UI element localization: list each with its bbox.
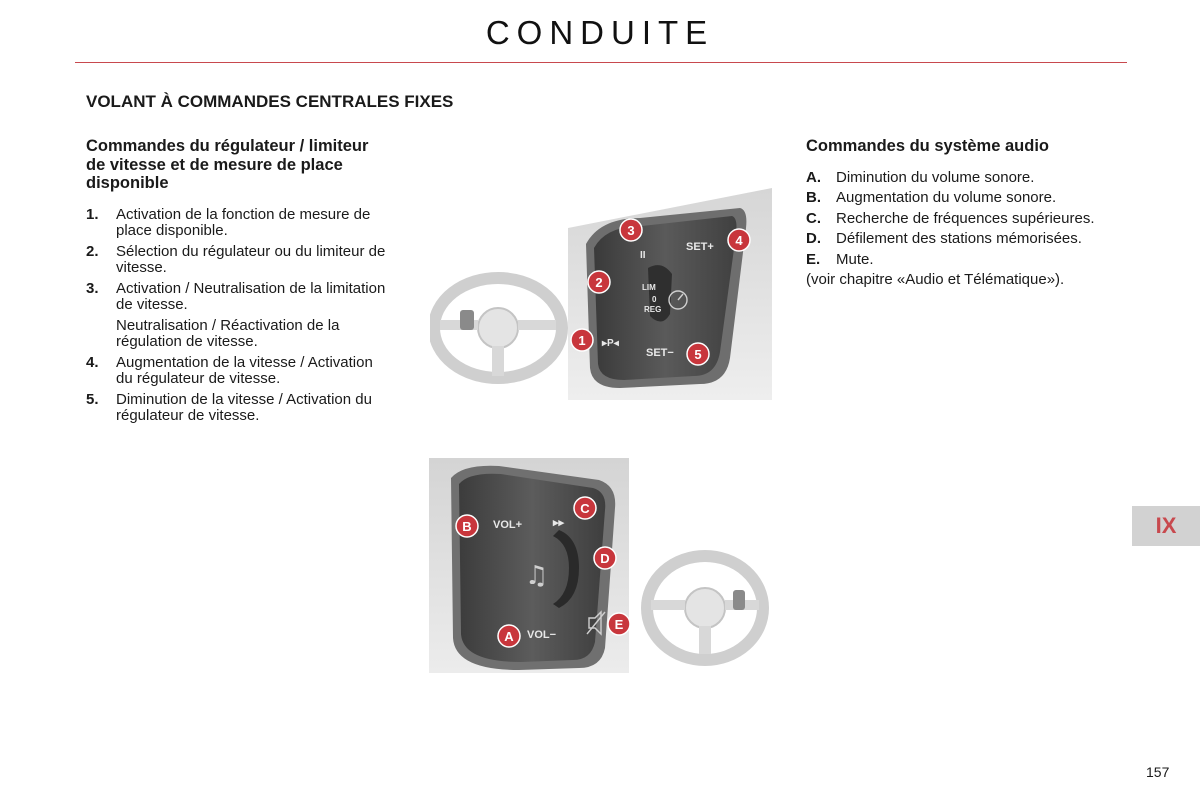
set-plus-label: SET+: [686, 241, 714, 253]
cruise-control-illustration: [430, 188, 772, 400]
reg-label: REG: [644, 305, 662, 314]
zero-label: 0: [652, 295, 657, 304]
item-text: Mute.: [836, 250, 874, 268]
steering-wheel-thumbnail: [647, 556, 763, 660]
callout-b: [456, 515, 478, 537]
callout-5: [687, 343, 709, 365]
item-text: Recherche de fréquences supérieures.: [836, 209, 1095, 227]
item-text: Augmentation du volume sonore.: [836, 189, 1057, 206]
list-item: [806, 231, 1116, 248]
list-item: [806, 170, 1116, 187]
audio-controls-column: [806, 137, 1116, 289]
item-text: Défilement des stations mémorisées.: [836, 230, 1082, 247]
item-letter: E.: [806, 250, 821, 268]
audio-switch-drawing: [429, 458, 771, 673]
cruise-control-list: [86, 207, 386, 425]
audio-controls-illustration: [429, 458, 771, 673]
list-item: [86, 355, 386, 388]
callout-e: [608, 613, 630, 635]
audio-chapter-reference: (voir chapitre «Audio et Télématique»).: [806, 271, 1065, 288]
svg-text:E: E: [614, 617, 624, 632]
svg-text:4: 4: [735, 233, 743, 248]
svg-text:1: 1: [578, 333, 586, 348]
cruise-control-heading: Commandes du régulateur / limiteur de vitesse et de mesure de place disponible: [86, 137, 369, 192]
svg-text:3: 3: [627, 223, 635, 238]
svg-text:A: A: [504, 629, 514, 644]
item-letter: A.: [806, 168, 821, 186]
list-item: [806, 190, 1116, 207]
title-rule: [75, 62, 1127, 63]
section-heading: VOLANT À COMMANDES CENTRALES FIXES: [86, 92, 454, 111]
chapter-tab[interactable]: IX: [1132, 506, 1200, 546]
list-item: [86, 207, 386, 240]
park-sensor-label: ▸P◂: [602, 338, 619, 349]
page-number: 157: [1146, 764, 1170, 780]
list-item: [86, 392, 386, 425]
seek-label: ▸▸: [553, 517, 565, 529]
set-minus-label: SET−: [646, 347, 674, 359]
callout-3: [620, 219, 642, 241]
svg-text:2: 2: [595, 275, 603, 290]
item-text: Activation de la fonction de mesure de place disponible.: [116, 205, 371, 239]
lim-label: LIM: [642, 283, 656, 292]
item-text: Diminution de la vitesse / Activation du régulateur de vitesse.: [116, 390, 372, 424]
item-number: 4.: [86, 353, 99, 371]
cruise-control-column: [86, 137, 386, 429]
callout-c: [574, 497, 596, 519]
item-text: Diminution du volume sonore.: [836, 168, 1035, 186]
item-letter: B.: [806, 189, 821, 206]
audio-controls-list: [806, 170, 1116, 269]
item-note: Neutralisation / Réactivation de la régulation de vitesse.: [116, 316, 340, 350]
item-letter: C.: [806, 209, 821, 227]
svg-text:5: 5: [694, 347, 702, 362]
svg-text:C: C: [580, 501, 590, 516]
vol-minus-label: VOL−: [527, 629, 557, 641]
item-text: Sélection du régulateur ou du limiteur de vitesse.: [116, 242, 386, 276]
pause-label: II: [640, 250, 646, 261]
svg-text:B: B: [462, 519, 472, 534]
list-item: [86, 244, 386, 277]
item-number: 5.: [86, 390, 99, 408]
item-number: 3.: [86, 279, 99, 297]
item-number: 2.: [86, 242, 99, 260]
cruise-control-switch-drawing: [430, 188, 772, 400]
callout-d: [594, 547, 616, 569]
item-number: 1.: [86, 205, 99, 223]
item-letter: D.: [806, 230, 821, 247]
svg-text:D: D: [600, 551, 610, 566]
item-text: Activation / Neutralisation de la limitation de vitesse.: [116, 279, 386, 313]
list-item: [86, 281, 386, 314]
vol-plus-label: VOL+: [493, 519, 523, 531]
list-item: [806, 211, 1116, 228]
music-note-icon: ♫: [525, 561, 549, 591]
audio-controls-heading: Commandes du système audio: [806, 137, 1049, 155]
item-text: Augmentation de la vitesse / Activation du régulateur de vitesse.: [116, 353, 373, 387]
callout-1: [571, 329, 593, 351]
page-title: CONDUITE: [485, 14, 715, 51]
steering-wheel-thumbnail: [434, 278, 562, 378]
callout-4: [728, 229, 750, 251]
callout-a: [498, 625, 520, 647]
list-item: [806, 252, 1116, 269]
callout-2: [588, 271, 610, 293]
